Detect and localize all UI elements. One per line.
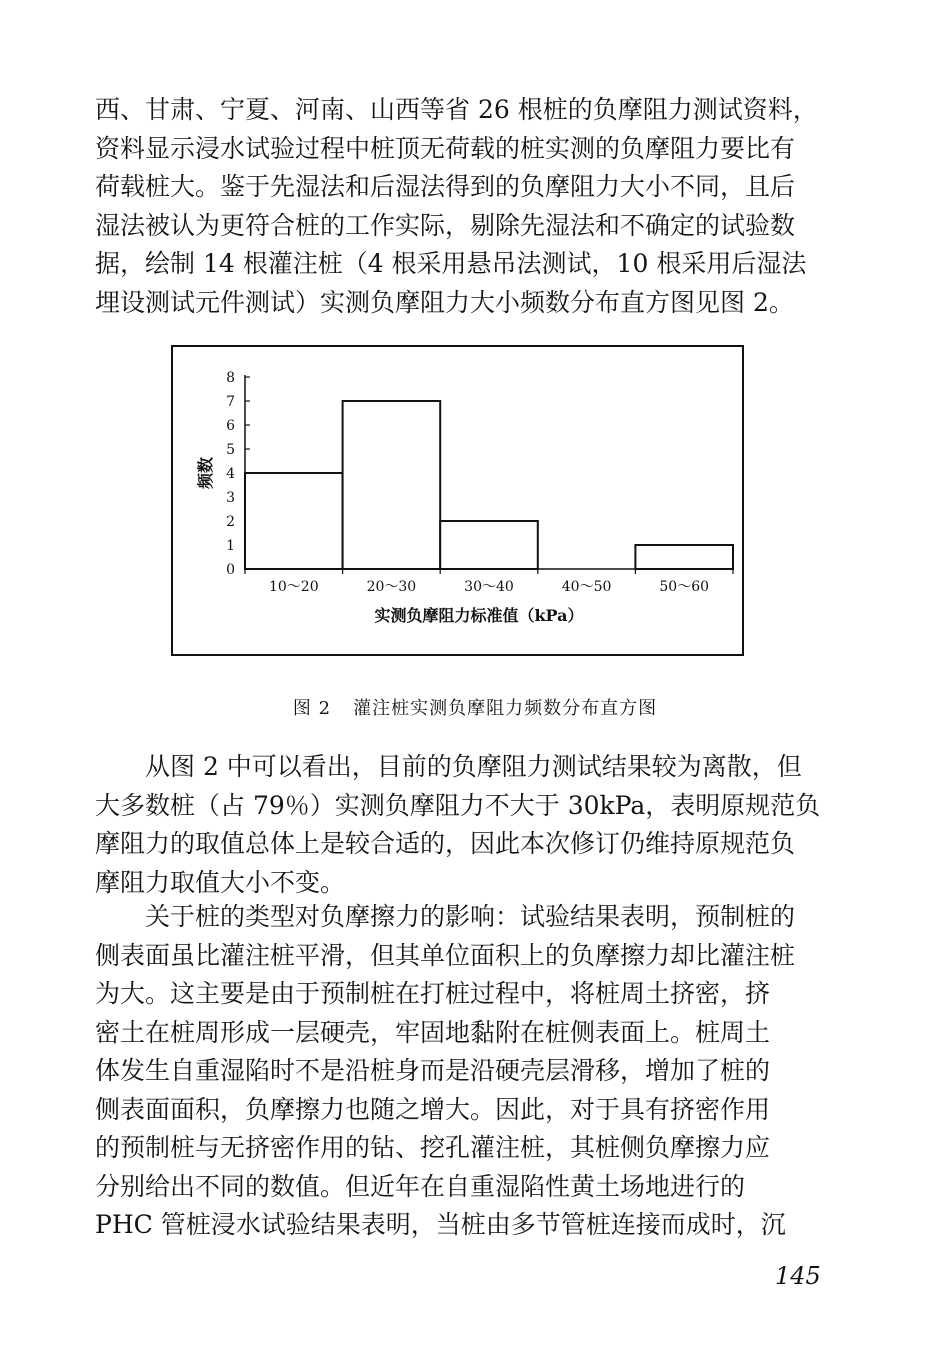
text-line: 侧表面面积，负摩擦力也随之增大。因此，对于具有挤密作用: [95, 1094, 771, 1124]
page-number: 145: [775, 1262, 821, 1290]
histogram-bar: [635, 545, 733, 569]
figure-caption: [0, 694, 950, 720]
text-line: 湿法被认为更符合桩的工作实际，剔除先湿法和不确定的试验数: [95, 210, 796, 240]
text-line: 为大。这主要是由于预制桩在打桩过程中，将桩周土挤密，挤: [95, 979, 771, 1008]
x-category-label: 10～20: [268, 579, 319, 595]
paragraph-3: [95, 898, 835, 1245]
text-line: 资料显示浸水试验过程中桩顶无荷载的桩实测的负摩阻力要比有: [95, 133, 796, 163]
text-line: 关于桩的类型对负摩擦力的影响：试验结果表明，预制桩的: [145, 902, 796, 931]
histogram-bar: [343, 401, 441, 569]
paragraph-1: [95, 91, 835, 322]
y-tick-label: 7: [226, 394, 235, 410]
text-line: 侧表面虽比灌注桩平滑，但其单位面积上的负摩擦力却比灌注桩: [95, 940, 796, 970]
y-tick-label: 2: [226, 514, 235, 530]
text-line: 摩阻力取值大小不变。: [95, 867, 346, 897]
text-line: 西、甘肃、宁夏、河南、山西等省 26 根桩的负摩阻力测试资料，: [95, 95, 818, 124]
y-tick-label: 1: [226, 538, 235, 554]
y-tick-label: 6: [226, 418, 235, 434]
text-line: 摩阻力的取值总体上是较合适的，因此本次修订仍维持原规范负: [95, 829, 796, 858]
text-line: 大多数桩（占 79％）实测负摩阻力不大于 30kPa，表明原规范负: [95, 790, 821, 820]
text-line: 密土在桩周形成一层硬壳，牢固地黏附在桩侧表面上。桩周土: [95, 1017, 771, 1047]
x-axis-title: 实测负摩阻力标准值（kPa）: [374, 606, 584, 625]
histogram-chart: [173, 347, 742, 654]
text-line: 的预制桩与无挤密作用的钻、挖孔灌注桩，其桩侧负摩擦力应: [95, 1133, 771, 1162]
y-tick-label: 0: [226, 562, 235, 578]
caption-figure-number: 图 2: [292, 698, 332, 719]
text-line: 分别给出不同的数值。但近年在自重湿陷性黄土场地进行的: [95, 1171, 746, 1201]
figure-frame: [171, 345, 744, 656]
caption-title: 灌注桩实测负摩阻力频数分布直方图: [353, 698, 658, 719]
text-line: 埋设测试元件测试）实测负摩阻力大小频数分布直方图见图 2。: [95, 287, 794, 317]
paragraph-2: [95, 748, 835, 902]
histogram-bar: [245, 473, 343, 569]
y-tick-label: 8: [226, 370, 235, 386]
x-category-label: 50～60: [659, 579, 710, 595]
histogram-bar: [440, 521, 538, 569]
y-tick-label: 5: [226, 442, 235, 458]
text-line: 荷载桩大。鉴于先湿法和后湿法得到的负摩阻力大小不同，且后: [95, 172, 796, 201]
y-tick-label: 3: [226, 490, 235, 506]
text-line: 体发生自重湿陷时不是沿桩身而是沿硬壳层滑移，增加了桩的: [95, 1056, 771, 1085]
text-line: PHC 管桩浸水试验结果表明，当桩由多节管桩连接而成时，沉: [95, 1210, 786, 1239]
y-tick-label: 4: [226, 466, 235, 482]
x-category-label: 20～30: [366, 579, 417, 595]
x-category-label: 30～40: [464, 579, 514, 595]
y-axis-title: 频数: [196, 456, 215, 490]
text-line: 据，绘制 14 根灌注桩（4 根采用悬吊法测试，10 根采用后湿法: [95, 249, 807, 278]
text-line: 从图 2 中可以看出，目前的负摩阻力测试结果较为离散，但: [145, 752, 802, 781]
x-category-label: 40～50: [561, 579, 612, 595]
